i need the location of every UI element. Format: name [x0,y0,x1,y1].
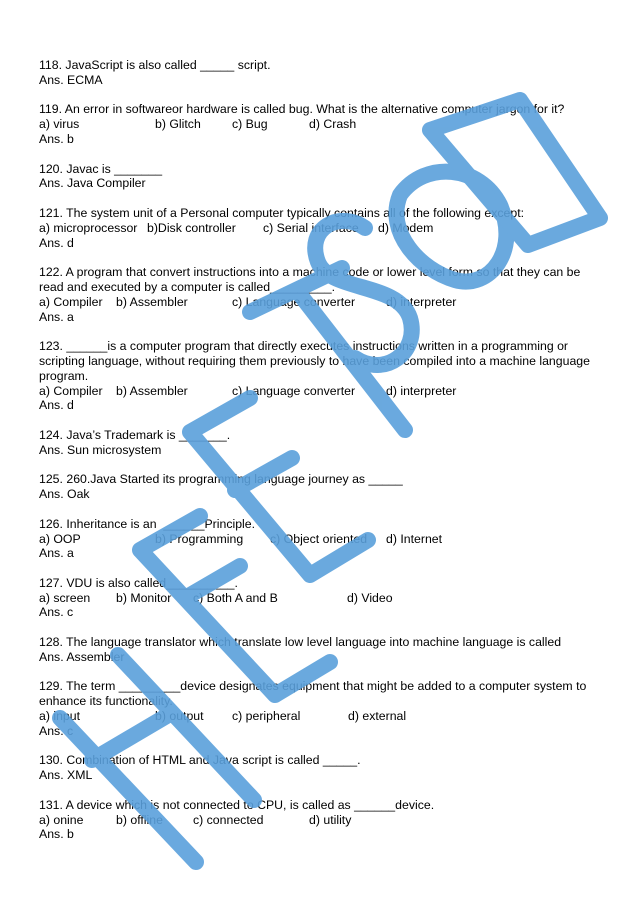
question-text: 129. The term _________device designates equipment that might be added to a computer system to enhance its functionality. [39,679,587,709]
question-text: 128. The language translator which translate low level language into machine language is called [39,635,562,650]
option-c: c) Language converter [232,383,356,398]
answer-text: Ans. a [39,546,74,561]
question-123 [39,339,605,413]
answer-text: Ans. c [39,605,74,620]
option-c: c) Language converter [232,294,356,309]
question-list [39,58,605,857]
option-a: a) microprocessor [39,220,138,235]
question-119 [39,102,605,146]
question-118 [39,58,605,88]
question-text: 118. JavaScript is also called _____ script. [39,58,271,72]
option-c: c) connected [193,812,264,827]
option-a: a) screen [39,590,91,605]
options-row [39,295,605,310]
option-c: c) Both A and B [193,590,278,605]
question-text: 120. Javac is _______ [39,161,163,176]
option-a: a) OOP [39,531,81,546]
option-a: a) Compiler [39,383,103,398]
question-129 [39,679,605,738]
answer-text: Ans. c [39,723,74,738]
question-text: 121. The system unit of a Personal computer typically contains all of the following except: [39,205,525,220]
option-d: d) interpreter [386,383,457,398]
question-text: 131. A device which is not connected to CPU, is called as ______device. [39,797,435,812]
option-d: d) external [348,709,407,724]
option-d: d) Crash [309,117,357,132]
option-d: d) interpreter [386,294,457,309]
answer-text: Ans. d [39,235,74,250]
option-b: b) output [155,709,204,724]
question-text: 124. Java’s Trademark is _______. [39,427,231,442]
option-a: a) input [39,709,81,724]
question-text: 125. 260.Java Started its programming language journey as _____ [39,472,403,487]
question-text: 122. A program that convert instructions into a machine code or lower level form so that they can be read and executed by a computer is called_________. [39,265,581,294]
question-131 [39,798,605,842]
options-row [39,532,605,547]
question-127 [39,576,605,620]
options-row [39,221,605,236]
options-row [39,813,605,828]
option-d: d) utility [309,812,352,827]
answer-text: Ans. Sun microsystem [39,442,162,457]
question-124 [39,428,605,458]
option-d: d) Internet [386,531,443,546]
option-b: b)Disk controller [147,220,236,235]
option-a: a) Compiler [39,294,103,309]
answer-text: Ans. XML [39,768,93,783]
answer-text: Ans. ECMA [39,72,103,87]
option-a: a) virus [39,117,80,132]
option-b: b) Programming [155,531,244,546]
options-row [39,384,605,399]
option-d: d) Modem [378,220,434,235]
question-122 [39,265,605,324]
option-c: c) Bug [232,117,268,132]
answer-text: Ans. b [39,131,74,146]
question-128 [39,635,605,665]
option-b: b) Assembler [116,383,188,398]
question-120 [39,162,605,192]
answer-text: Ans. Java Compiler [39,176,146,191]
question-121 [39,206,605,250]
answer-text: Ans. a [39,309,74,324]
option-c: c) Object oriented [270,531,368,546]
answer-text: Ans. Oak [39,487,90,502]
question-text: 126. Inheritance is an ______Principle. [39,516,256,531]
answer-text: Ans. d [39,398,74,413]
answer-text: Ans. b [39,827,74,842]
options-row [39,117,605,132]
option-b: b) Glitch [155,117,201,132]
question-text: 123. ______is a computer program that directly executes instructions written in a programming or scripting language, without requiring them previously to have been compiled into a machine language program. [39,339,590,383]
option-b: b) offline [116,812,163,827]
question-125 [39,472,605,502]
option-b: b) Assembler [116,294,188,309]
question-126 [39,517,605,561]
option-a: a) onine [39,812,84,827]
options-row [39,709,605,724]
option-d: d) Video [347,590,393,605]
option-b: b) Monitor [116,590,172,605]
question-text: 130. Combination of HTML and Java script is called _____. [39,753,361,768]
question-130 [39,753,605,783]
options-row [39,591,605,606]
answer-text: Ans. Assembler [39,649,125,664]
option-c: c) peripheral [232,709,301,724]
question-text: 119. An error in softwareor hardware is called bug. What is the alternative computer jargon for it? [39,102,565,117]
question-text: 127. VDU is also called__________. [39,575,238,590]
option-c: c) Serial interface [263,220,359,235]
